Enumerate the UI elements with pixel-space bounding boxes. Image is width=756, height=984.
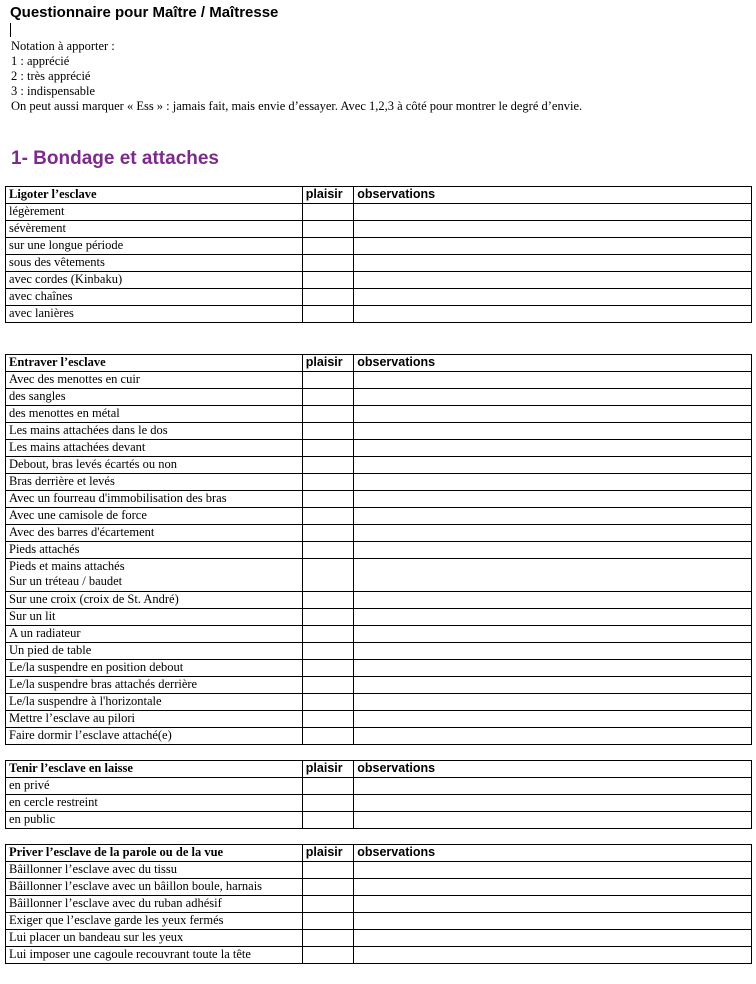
- table-header-title: Entraver l’esclave: [6, 355, 303, 372]
- row-label: Mettre l’esclave au pilori: [6, 711, 303, 728]
- plaisir-cell[interactable]: [302, 812, 353, 829]
- observations-cell[interactable]: [354, 778, 752, 795]
- row-label: [6, 559, 303, 592]
- table-row: [6, 795, 752, 812]
- plaisir-cell[interactable]: [302, 559, 353, 592]
- table-row: [6, 542, 752, 559]
- observations-cell[interactable]: [354, 372, 752, 389]
- plaisir-cell[interactable]: [302, 272, 353, 289]
- row-label: Debout, bras levés écartés ou non: [6, 457, 303, 474]
- row-label: avec lanières: [6, 306, 303, 323]
- table-row: [6, 289, 752, 306]
- row-label: Avec un fourreau d'immobilisation des bras: [6, 491, 303, 508]
- observations-cell[interactable]: [354, 947, 752, 964]
- row-label: Avec des menottes en cuir: [6, 372, 303, 389]
- plaisir-cell[interactable]: [302, 879, 353, 896]
- row-label: Avec une camisole de force: [6, 508, 303, 525]
- plaisir-cell[interactable]: [302, 660, 353, 677]
- plaisir-cell[interactable]: [302, 728, 353, 745]
- column-plaisir: plaisir: [302, 845, 353, 862]
- section-heading: 1- Bondage et attaches: [11, 148, 219, 169]
- rating-3-line: 3 : indispensable: [11, 84, 96, 98]
- table-row: [6, 306, 752, 323]
- table-header-row: [6, 761, 752, 778]
- row-label: Bâillonner l’esclave avec un bâillon boule, harnais: [6, 879, 303, 896]
- row-label: en privé: [6, 778, 303, 795]
- observations-cell[interactable]: [354, 660, 752, 677]
- table-laisse: [5, 760, 752, 829]
- observations-cell[interactable]: [354, 508, 752, 525]
- column-observations: observations: [354, 187, 752, 204]
- column-observations: observations: [354, 355, 752, 372]
- plaisir-cell[interactable]: [302, 238, 353, 255]
- plaisir-cell[interactable]: [302, 947, 353, 964]
- observations-cell[interactable]: [354, 795, 752, 812]
- table-priver: [5, 844, 752, 964]
- observations-cell[interactable]: [354, 255, 752, 272]
- table-row: [6, 728, 752, 745]
- table-row: [6, 474, 752, 491]
- row-label: Avec des barres d'écartement: [6, 525, 303, 542]
- row-label: sévèrement: [6, 221, 303, 238]
- table-row: [6, 238, 752, 255]
- ess-note: On peut aussi marquer « Ess » : jamais fait, mais envie d’essayer. Avec 1,2,3 à côté pour montrer le degré d’envie.: [11, 99, 583, 113]
- table-row: [6, 778, 752, 795]
- table-entraver: [5, 354, 752, 745]
- observations-cell[interactable]: [354, 913, 752, 930]
- observations-cell[interactable]: [354, 457, 752, 474]
- plaisir-cell[interactable]: [302, 592, 353, 609]
- observations-cell[interactable]: [354, 525, 752, 542]
- plaisir-cell[interactable]: [302, 457, 353, 474]
- row-label-line: Sur un tréteau / baudet: [9, 574, 123, 588]
- plaisir-cell[interactable]: [302, 542, 353, 559]
- plaisir-cell[interactable]: [302, 306, 353, 323]
- row-label: Sur une croix (croix de St. André): [6, 592, 303, 609]
- plaisir-cell[interactable]: [302, 221, 353, 238]
- row-label-line: Pieds et mains attachés: [9, 559, 125, 573]
- column-plaisir: plaisir: [302, 761, 353, 778]
- observations-cell[interactable]: [354, 491, 752, 508]
- plaisir-cell[interactable]: [302, 711, 353, 728]
- table-row: [6, 947, 752, 964]
- observations-cell[interactable]: [354, 389, 752, 406]
- table-row: [6, 457, 752, 474]
- table-row: [6, 508, 752, 525]
- plaisir-cell[interactable]: [302, 896, 353, 913]
- table-row: [6, 440, 752, 457]
- table-row: [6, 406, 752, 423]
- table-row: [6, 660, 752, 677]
- plaisir-cell[interactable]: [302, 930, 353, 947]
- table-row: [6, 592, 752, 609]
- row-label: Le/la suspendre bras attachés derrière: [6, 677, 303, 694]
- rating-2-line: 2 : très apprécié: [11, 69, 91, 83]
- table-ligoter: [5, 186, 752, 323]
- observations-cell[interactable]: [354, 238, 752, 255]
- observations-cell[interactable]: [354, 711, 752, 728]
- row-label: légèrement: [6, 204, 303, 221]
- table-row: [6, 677, 752, 694]
- plaisir-cell[interactable]: [302, 372, 353, 389]
- column-plaisir: plaisir: [302, 187, 353, 204]
- table-header-row: [6, 187, 752, 204]
- plaisir-cell[interactable]: [302, 423, 353, 440]
- table-row: [6, 272, 752, 289]
- observations-cell[interactable]: [354, 643, 752, 660]
- observations-cell[interactable]: [354, 609, 752, 626]
- table-header-title: Tenir l’esclave en laisse: [6, 761, 303, 778]
- table-row: [6, 609, 752, 626]
- plaisir-cell[interactable]: [302, 491, 353, 508]
- rating-1-line: 1 : apprécié: [11, 54, 70, 68]
- observations-cell[interactable]: [354, 879, 752, 896]
- observations-cell[interactable]: [354, 862, 752, 879]
- column-observations: observations: [354, 845, 752, 862]
- observations-cell[interactable]: [354, 930, 752, 947]
- table-row: [6, 423, 752, 440]
- plaisir-cell[interactable]: [302, 525, 353, 542]
- observations-cell[interactable]: [354, 204, 752, 221]
- table-row: [6, 812, 752, 829]
- table-row: [6, 879, 752, 896]
- row-label: Bâillonner l’esclave avec du tissu: [6, 862, 303, 879]
- row-label: des menottes en métal: [6, 406, 303, 423]
- rating-instructions: [11, 39, 751, 114]
- table-row: [6, 711, 752, 728]
- row-label: Le/la suspendre à l'horizontale: [6, 694, 303, 711]
- observations-cell[interactable]: [354, 221, 752, 238]
- row-label: Faire dormir l’esclave attaché(e): [6, 728, 303, 745]
- plaisir-cell[interactable]: [302, 643, 353, 660]
- column-plaisir: plaisir: [302, 355, 353, 372]
- plaisir-cell[interactable]: [302, 626, 353, 643]
- observations-cell[interactable]: [354, 542, 752, 559]
- table-row: [6, 559, 752, 592]
- row-label: avec cordes (Kinbaku): [6, 272, 303, 289]
- observations-cell[interactable]: [354, 677, 752, 694]
- row-label: Bâillonner l’esclave avec du ruban adhésif: [6, 896, 303, 913]
- plaisir-cell[interactable]: [302, 255, 353, 272]
- table-row: [6, 372, 752, 389]
- plaisir-cell[interactable]: [302, 289, 353, 306]
- plaisir-cell[interactable]: [302, 204, 353, 221]
- row-label: en cercle restreint: [6, 795, 303, 812]
- instructions-heading: Notation à apporter :: [11, 39, 115, 53]
- table-row: [6, 643, 752, 660]
- observations-cell[interactable]: [354, 423, 752, 440]
- observations-cell[interactable]: [354, 896, 752, 913]
- row-label: Les mains attachées devant: [6, 440, 303, 457]
- row-label: en public: [6, 812, 303, 829]
- plaisir-cell[interactable]: [302, 913, 353, 930]
- row-label: Pieds attachés: [6, 542, 303, 559]
- table-row: [6, 862, 752, 879]
- table-header-row: [6, 355, 752, 372]
- plaisir-cell[interactable]: [302, 609, 353, 626]
- table-row: [6, 221, 752, 238]
- row-label: Lui placer un bandeau sur les yeux: [6, 930, 303, 947]
- observations-cell[interactable]: [354, 272, 752, 289]
- observations-cell[interactable]: [354, 626, 752, 643]
- plaisir-cell[interactable]: [302, 677, 353, 694]
- row-label: Lui imposer une cagoule recouvrant toute la tête: [6, 947, 303, 964]
- plaisir-cell[interactable]: [302, 406, 353, 423]
- row-label: Bras derrière et levés: [6, 474, 303, 491]
- plaisir-cell[interactable]: [302, 389, 353, 406]
- table-row: [6, 389, 752, 406]
- table-row: [6, 491, 752, 508]
- table-row: [6, 255, 752, 272]
- observations-cell[interactable]: [354, 812, 752, 829]
- table-row: [6, 930, 752, 947]
- row-label: Le/la suspendre en position debout: [6, 660, 303, 677]
- plaisir-cell[interactable]: [302, 440, 353, 457]
- row-label: A un radiateur: [6, 626, 303, 643]
- text-cursor: [10, 23, 11, 37]
- observations-cell[interactable]: [354, 406, 752, 423]
- plaisir-cell[interactable]: [302, 795, 353, 812]
- observations-cell[interactable]: [354, 289, 752, 306]
- observations-cell[interactable]: [354, 474, 752, 491]
- observations-cell[interactable]: [354, 559, 752, 592]
- row-label: des sangles: [6, 389, 303, 406]
- table-header-title: Priver l’esclave de la parole ou de la vue: [6, 845, 303, 862]
- table-row: [6, 626, 752, 643]
- row-label: Sur un lit: [6, 609, 303, 626]
- row-label: Les mains attachées dans le dos: [6, 423, 303, 440]
- plaisir-cell[interactable]: [302, 474, 353, 491]
- plaisir-cell[interactable]: [302, 508, 353, 525]
- row-label: Un pied de table: [6, 643, 303, 660]
- column-observations: observations: [354, 761, 752, 778]
- table-header-title: Ligoter l’esclave: [6, 187, 303, 204]
- observations-cell[interactable]: [354, 592, 752, 609]
- table-header-row: [6, 845, 752, 862]
- document-title: Questionnaire pour Maître / Maîtresse: [10, 4, 279, 21]
- row-label: avec chaînes: [6, 289, 303, 306]
- table-row: [6, 204, 752, 221]
- observations-cell[interactable]: [354, 694, 752, 711]
- row-label: sur une longue période: [6, 238, 303, 255]
- table-row: [6, 896, 752, 913]
- observations-cell[interactable]: [354, 440, 752, 457]
- table-row: [6, 525, 752, 542]
- plaisir-cell[interactable]: [302, 694, 353, 711]
- observations-cell[interactable]: [354, 306, 752, 323]
- plaisir-cell[interactable]: [302, 778, 353, 795]
- row-label: Exiger que l’esclave garde les yeux fermés: [6, 913, 303, 930]
- table-row: [6, 694, 752, 711]
- row-label: sous des vêtements: [6, 255, 303, 272]
- plaisir-cell[interactable]: [302, 862, 353, 879]
- table-row: [6, 913, 752, 930]
- observations-cell[interactable]: [354, 728, 752, 745]
